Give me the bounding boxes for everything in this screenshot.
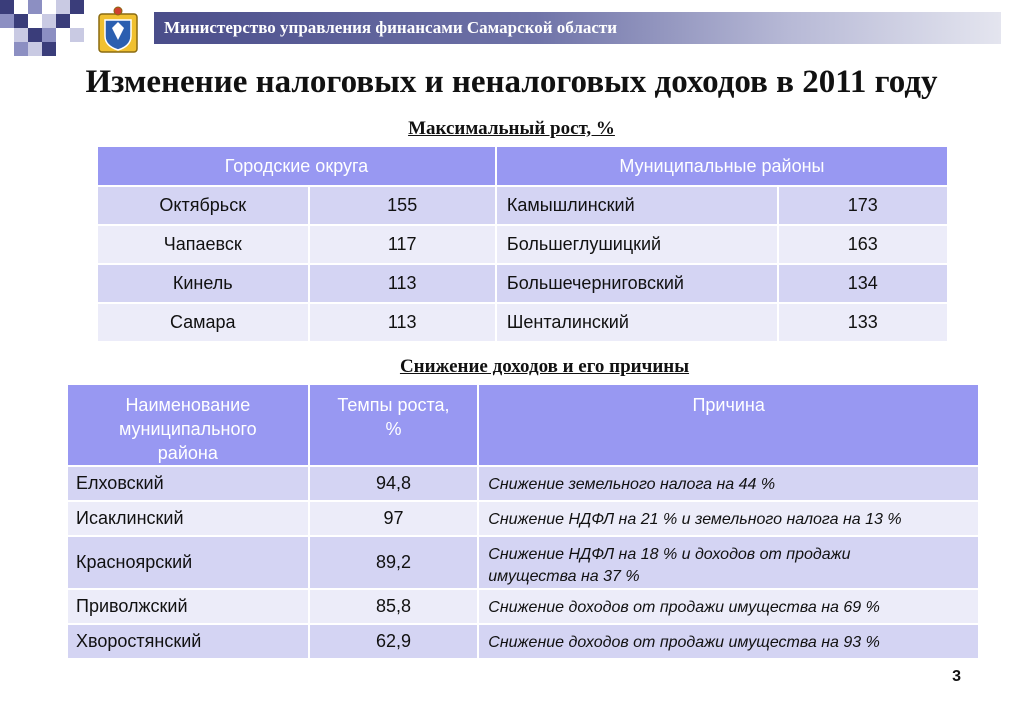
table-row bbox=[67, 466, 979, 501]
decline-subtitle: Снижение доходов и его причины bbox=[399, 356, 690, 377]
column-header-cities: Городские округа bbox=[97, 146, 496, 186]
city-value: 117 bbox=[309, 225, 496, 264]
table-row bbox=[67, 501, 979, 536]
table-row bbox=[97, 186, 948, 225]
header-line: % bbox=[385, 419, 402, 439]
city-value: 113 bbox=[309, 264, 496, 303]
decline-reason: Снижение НДФЛ на 21 % и земельного налога на 13 % bbox=[478, 501, 979, 536]
header-line: района bbox=[157, 443, 218, 463]
district-name: Исаклинский bbox=[67, 501, 309, 536]
page-number: 3 bbox=[952, 668, 961, 685]
header-line: муниципального bbox=[118, 419, 257, 439]
district-name: Камышлинский bbox=[496, 186, 778, 225]
growth-rate: 85,8 bbox=[309, 589, 479, 624]
table-row bbox=[67, 536, 979, 589]
district-name: Шенталинский bbox=[496, 303, 778, 342]
city-value: 155 bbox=[309, 186, 496, 225]
district-value: 133 bbox=[778, 303, 948, 342]
ministry-header-bar bbox=[154, 12, 1001, 44]
growth-rate: 89,2 bbox=[309, 536, 479, 589]
decline-reason bbox=[478, 536, 979, 589]
column-header-rate bbox=[309, 384, 479, 466]
district-name: Большечерниговский bbox=[496, 264, 778, 303]
decline-reason: Снижение доходов от продажи имущества на 93 % bbox=[478, 624, 979, 659]
district-value: 173 bbox=[778, 186, 948, 225]
column-header-districts: Муниципальные районы bbox=[496, 146, 948, 186]
table-row bbox=[97, 225, 948, 264]
column-header-reason: Причина bbox=[478, 384, 979, 466]
ministry-name: Министерство управления финансами Самарской области bbox=[164, 18, 618, 37]
page-title: Изменение налоговых и неналоговых доходов в 2011 году bbox=[85, 64, 938, 100]
district-name: Приволжский bbox=[67, 589, 309, 624]
city-name: Октябрьск bbox=[97, 186, 309, 225]
coat-of-arms-icon bbox=[93, 6, 143, 54]
district-name: Красноярский bbox=[67, 536, 309, 589]
city-name: Самара bbox=[97, 303, 309, 342]
table-row bbox=[97, 303, 948, 342]
district-name: Хворостянский bbox=[67, 624, 309, 659]
district-name: Елховский bbox=[67, 466, 309, 501]
growth-subtitle: Максимальный рост, % bbox=[408, 118, 615, 139]
district-value: 163 bbox=[778, 225, 948, 264]
city-value: 113 bbox=[309, 303, 496, 342]
district-value: 134 bbox=[778, 264, 948, 303]
table-header-row bbox=[67, 384, 979, 466]
growth-rate: 97 bbox=[309, 501, 479, 536]
district-name: Большеглушицкий bbox=[496, 225, 778, 264]
growth-table bbox=[96, 145, 949, 343]
growth-rate: 62,9 bbox=[309, 624, 479, 659]
header-line: Темпы роста, bbox=[337, 395, 450, 415]
table-header-row bbox=[97, 146, 948, 186]
corner-decoration bbox=[0, 0, 88, 56]
table-row bbox=[67, 624, 979, 659]
decline-reason: Снижение земельного налога на 44 % bbox=[478, 466, 979, 501]
city-name: Кинель bbox=[97, 264, 309, 303]
decline-reason: Снижение доходов от продажи имущества на 69 % bbox=[478, 589, 979, 624]
growth-rate: 94,8 bbox=[309, 466, 479, 501]
city-name: Чапаевск bbox=[97, 225, 309, 264]
decline-table bbox=[66, 383, 980, 660]
table-row bbox=[97, 264, 948, 303]
reason-line: Снижение НДФЛ на 18 % и доходов от продажи bbox=[488, 546, 851, 563]
table-row bbox=[67, 589, 979, 624]
column-header-district bbox=[67, 384, 309, 466]
reason-line: имущества на 37 % bbox=[488, 568, 640, 585]
header-line: Наименование bbox=[125, 395, 251, 415]
